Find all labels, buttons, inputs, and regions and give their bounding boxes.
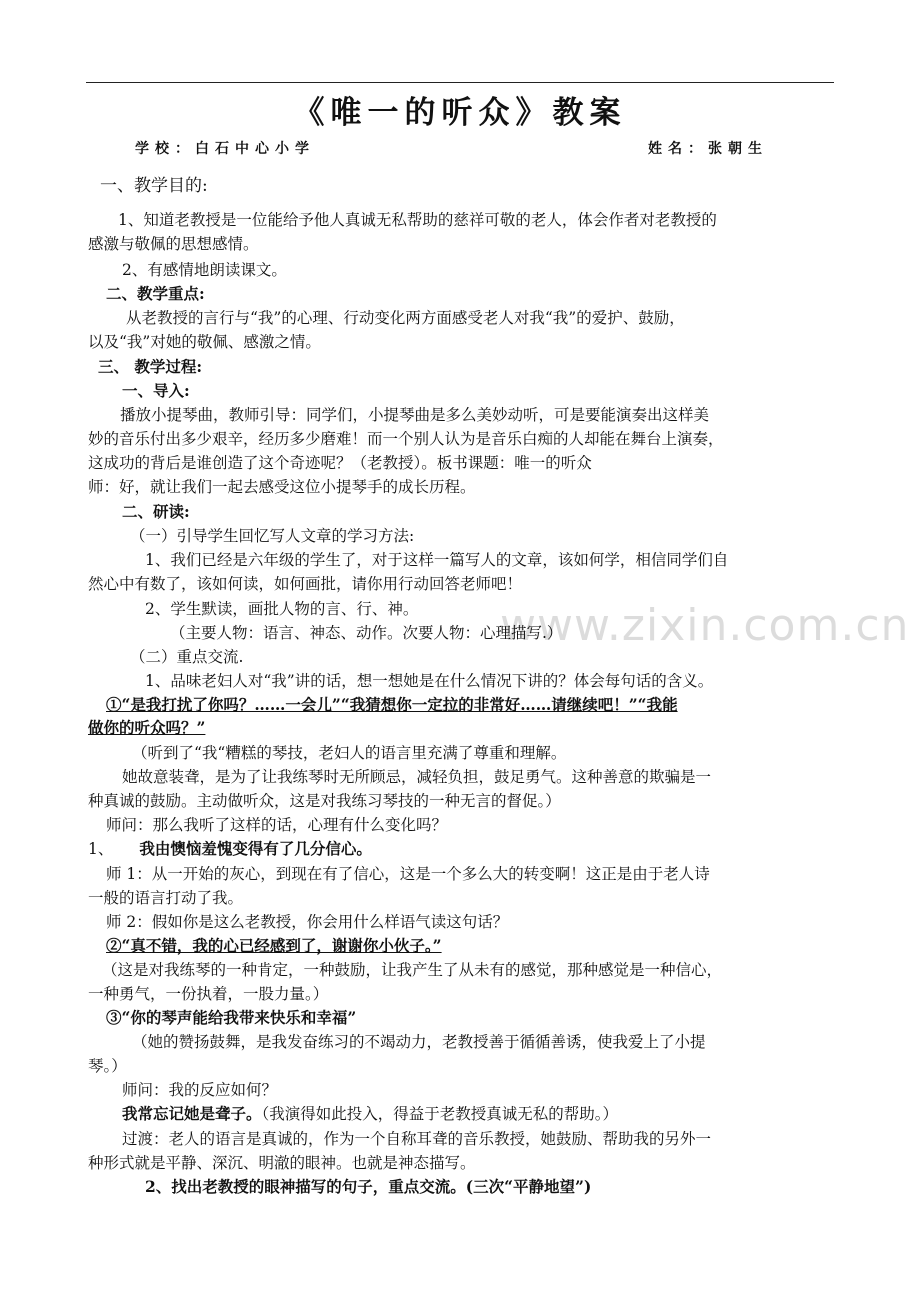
paragraph-line: 她故意装聋，是为了让我练琴时无所顾忌，减轻负担，鼓足勇气。这种善意的欺骗是一 — [122, 768, 712, 786]
paragraph-line: （二）重点交流. — [130, 648, 244, 666]
school-label: 学校：白石中心小学 — [135, 141, 315, 157]
quote-line: ③“你的琴声能给我带来快乐和幸福” — [106, 1008, 357, 1027]
paragraph-line: （主要人物：语言、神态、动作。次要人物：心理描写.） — [170, 624, 563, 642]
section-heading: 三、 教学过程: — [98, 357, 203, 376]
subsection-heading: 二、研读: — [122, 502, 190, 521]
paragraph-line: （听到了“我“糟糕的琴技，老妇人的语言里充满了尊重和理解。 — [132, 744, 567, 762]
paragraph-line: （这是对我练琴的一种肯定，一种鼓励，让我产生了从未有的感觉，那种感觉是一种信心， — [102, 961, 723, 979]
paragraph-line: （一）引导学生回忆写人文章的学习方法: — [130, 527, 415, 545]
paragraph-line: 播放小提琴曲，教师引导：同学们，小提琴曲是多么美妙动听，可是要能演奏出这样美 — [120, 406, 710, 424]
paragraph-line: 1、品味老妇人对“我”讲的话，想一想她是在什么情况下讲的？体会每句话的含义。 — [145, 672, 714, 690]
subsection-heading: 一、导入: — [122, 381, 190, 400]
paragraph-line: 这成功的背后是谁创造了这个奇迹呢？（老教授）。板书课题：唯一的听众 — [88, 454, 592, 472]
paragraph-line: 一般的语言打动了我。 — [88, 889, 244, 907]
paragraph-line: 2、有感情地朗读课文。 — [122, 261, 287, 279]
top-rule — [86, 82, 834, 83]
paragraph-line: 种形式就是平静、深沉、明澈的眼神。也就是神态描写。 — [88, 1154, 476, 1172]
paragraph-line: 以及“我”对她的敬佩、感激之情。 — [88, 333, 321, 351]
watermark: www.zixin.com.cn — [500, 600, 910, 651]
paragraph-line: 1、我们已经是六年级的学生了，对于这样一篇写人的文章，该如何学，相信同学们自 — [145, 551, 729, 569]
author-label: 姓名：张朝生 — [648, 141, 768, 157]
paragraph-line: 师问：那么我听了这样的话，心理有什么变化吗？ — [106, 816, 448, 834]
paragraph-line: 然心中有数了，该如何读，如何画批，请你用行动回答老师吧！ — [88, 575, 523, 593]
quote-line: ②“真不错，我的心已经感到了，谢谢你小伙子。” — [106, 936, 442, 955]
subsection-heading: 2、找出老教授的眼神描写的句子，重点交流。(三次“平静地望”) — [145, 1177, 592, 1196]
paragraph-line: 种真诚的鼓励。主动做听众，这是对我练习琴技的一种无言的督促。） — [88, 792, 561, 810]
paragraph-line: 感激与敬佩的思想感情。 — [88, 235, 259, 253]
paragraph-line: 1、知道老教授是一位能给予他人真诚无私帮助的慈祥可敬的老人，体会作者对老教授的 — [118, 211, 717, 229]
paragraph-line: 师 1：从一开始的灰心，到现在有了信心，这是一个多么大的转变啊！这正是由于老人诗 — [106, 865, 710, 883]
section-heading: 一、教学目的: — [100, 176, 208, 196]
paragraph-line: 过渡：老人的语言是真诚的，作为一个自称耳聋的音乐教授，她鼓励、帮助我的另外一 — [122, 1130, 712, 1148]
paragraph-line: 我常忘记她是聋子。（我演得如此投入，得益于老教授真诚无私的帮助。） — [122, 1104, 619, 1123]
paragraph-line: 一种勇气，一份执着，一股力量。） — [88, 985, 329, 1003]
quote-line: 做你的听众吗？” — [88, 718, 206, 737]
section-heading: 二、教学重点: — [106, 284, 205, 303]
page-title: 《唯一的听众》教案 — [293, 95, 627, 131]
paragraph-line: （她的赞扬鼓舞，是我发奋练习的不竭动力，老教授善于循循善诱，使我爱上了小提 — [132, 1033, 706, 1051]
paragraph-line: 从老教授的言行与“我”的心理、行动变化两方面感受老人对我“我”的爱护、鼓励， — [126, 309, 685, 327]
paragraph-line: 琴。） — [88, 1057, 127, 1075]
paragraph-line: 1、 我由懊恼羞愧变得有了几分信心。 — [88, 839, 372, 858]
quote-line: ①“是我打扰了你吗？……一会儿”“我猜想你一定拉的非常好……请继续吧！”“我能 — [106, 695, 678, 714]
paragraph-line: 师问：我的反应如何？ — [122, 1081, 278, 1099]
paragraph-line: 师 2：假如你是这么老教授，你会用什么样语气读这句话？ — [106, 913, 509, 931]
paragraph-line: 师：好，就让我们一起去感受这位小提琴手的成长历程。 — [88, 478, 476, 496]
paragraph-line: 2、学生默读，画批人物的言、行、神。 — [145, 600, 419, 618]
paragraph-line: 妙的音乐付出多少艰辛，经历多少磨难！而一个别人认为是音乐白痴的人却能在舞台上演奏， — [88, 430, 724, 448]
